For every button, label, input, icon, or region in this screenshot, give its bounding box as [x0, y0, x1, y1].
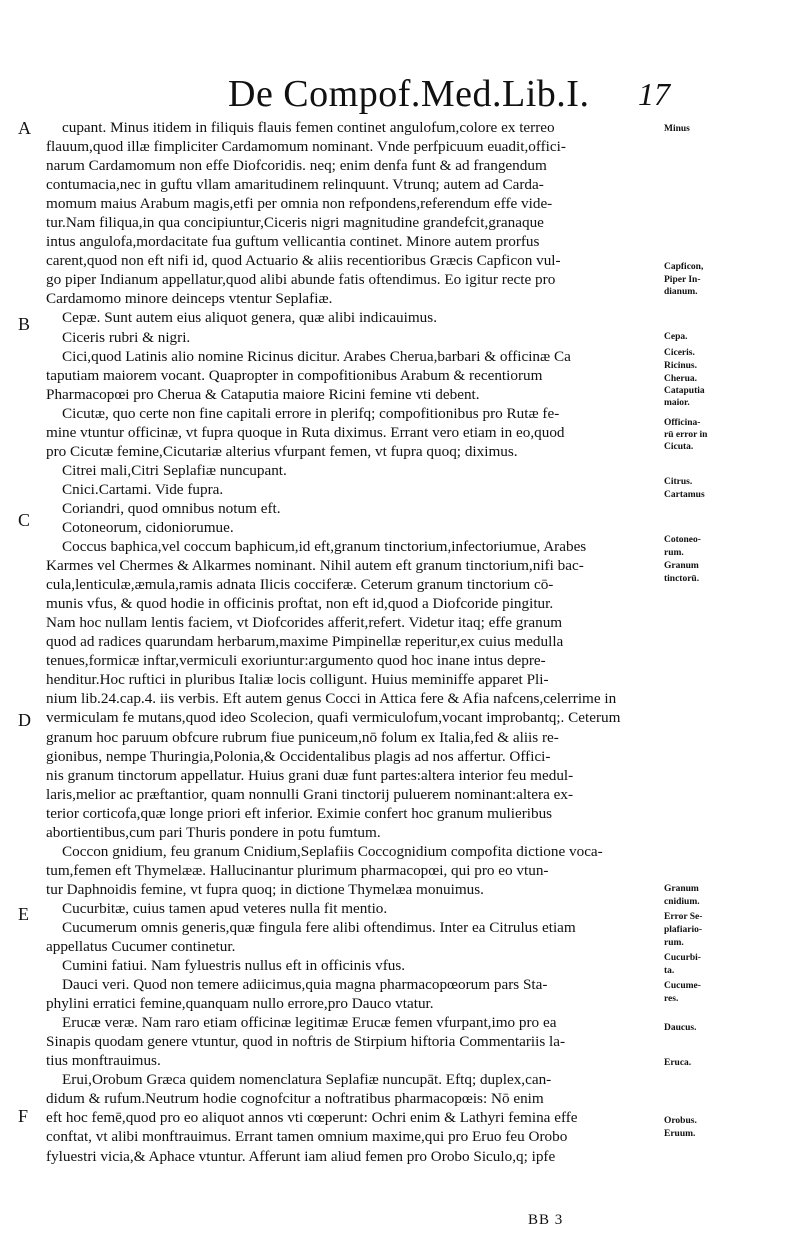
text-line: Citrei mali,Citri Seplafiæ nuncupant.	[62, 461, 287, 479]
margin-note: Capficon,	[664, 262, 704, 272]
text-line: cupant. Minus itidem in filiquis flauis femen continet angulofum,colore ex terreo	[62, 119, 555, 136]
margin-note: Officina-	[664, 418, 701, 428]
margin-note: Ricinus.	[664, 361, 697, 371]
margin-note: ta.	[664, 966, 675, 976]
text-line: Cicutæ, quo certe non fine capitali errore in plerifq; compofitionibus pro Rutæ fe-	[62, 404, 560, 422]
text-line: taputiam maiorem vocant. Quapropter in compofitionibus Arabum & recentiorum	[46, 366, 543, 384]
text-line: Cucurbitæ, cuius tamen apud veteres nulla fit mentio.	[62, 899, 388, 917]
text-line: tius monftrauimus.	[46, 1052, 161, 1070]
text-line: Cnici.Cartami. Vide fupra.	[62, 480, 224, 498]
text-line: Ciceris rubri & nigri.	[62, 328, 191, 346]
text-line: narum Cardamomum non effe Diofcoridis. neq; enim denfa funt & ad frangendum	[46, 157, 547, 175]
text-line: phylini erratici femine,quanquam nullo errore,pro Dauco vtatur.	[46, 995, 434, 1013]
text-line: Cardamomo minore deinceps vtentur Seplafiæ.	[46, 290, 333, 308]
margin-note: maior.	[664, 398, 690, 408]
text-line: flauum,quod illæ fimpliciter Cardamomum nominant. Vnde perfpicuum euadit,offici-	[46, 138, 566, 156]
text-line: Pharmacopœi pro Cherua & Cataputia maiore Ricini femine vti debent.	[46, 385, 480, 403]
text-line: didum & rufum.Neutrum hodie cognofcitur a noftratibus pharmacopœis: Nō enim	[46, 1090, 544, 1108]
text-line: Nam hoc nullam lentis faciem, vt Diofcorides afferit,refert. Videtur itaq; effe granum	[46, 614, 563, 632]
text-line: quod ad radices quarundam herbarum,maxime Pimpinellæ reperitur,ex cuius medulla	[46, 633, 564, 651]
margin-note: Error Se-	[664, 912, 703, 922]
text-line: gionibus, nempe Thuringia,Polonia,& Occidentalibus plagis ad nos affertur. Offici-	[46, 747, 551, 765]
margin-note: rū error in	[664, 430, 708, 440]
text-line: henditur.Hoc ruftici in pluribus Italiæ locis colligunt. Huius meminiffe apparet Pli-	[46, 671, 549, 689]
text-line: eft hoc femē,quod pro eo aliquot annos vti cœperunt: Ochri enim & Lathyri femina effe	[46, 1109, 578, 1127]
text-line: laris,melior ac præftantior, quam nonnulli Grani tinctorij puluerem nominant:altera ex-	[46, 785, 574, 803]
margin-note: Orobus.	[664, 1116, 697, 1126]
text-line: tum,femen eft Thymelææ. Hallucinantur plurimum pharmacopœi, qui pro eo vtun-	[46, 861, 549, 879]
signature-mark: BB 3	[528, 1212, 564, 1228]
text-line: momum maius Arabum magis,etfi per omnia non refpondens,referendum effe vide-	[46, 195, 553, 213]
text-line: Coccon gnidium, feu granum Cnidium,Seplafiis Coccognidium compofita dictione voca-	[62, 842, 603, 860]
text-line: tenues,formicæ inftar,vermiculi exoriuntur:argumento quod hoc inane intus depre-	[46, 652, 546, 670]
margin-note: Cucume-	[664, 981, 701, 991]
margin-note: tinctorū.	[664, 574, 700, 584]
margin-note: Cicuta.	[664, 442, 694, 452]
margin-note: Piper In-	[664, 275, 701, 285]
text-line: Sinapis quodam genere vtuntur, quod in noftris de Stirpium hiftoria Commentariis la-	[46, 1033, 566, 1051]
text-line: Cucumerum omnis generis,quæ fingula fere alibi oftendimus. Inter ea Citrulus etiam	[62, 918, 576, 936]
text-line: intus angulofa,mordacitate fua guftum vellicantia continet. Minore autem prorfus	[46, 233, 540, 251]
margin-note: rum.	[664, 548, 684, 558]
margin-note: Minus	[664, 124, 690, 134]
margin-note: Ciceris.	[664, 348, 695, 358]
text-line: Cici,quod Latinis alio nomine Ricinus dicitur. Arabes Cherua,barbari & officinæ Ca	[62, 347, 571, 365]
margin-note: Granum	[664, 884, 699, 894]
text-line: Erucæ veræ. Nam raro etiam officinæ legitimæ Erucæ femen vfurpant,imo pro ea	[62, 1014, 557, 1032]
margin-note: Daucus.	[664, 1023, 697, 1033]
text-line: Coccus baphica,vel coccum baphicum,id eft,granum tinctorium,infectoriumue, Arabes	[62, 538, 587, 556]
margin-note: Cotoneo-	[664, 535, 701, 545]
margin-note: rum.	[664, 938, 684, 948]
text-line: granum hoc paruum obfcure rubrum fiue puniceum,nō folum ex Italia,fed & aliis re-	[46, 728, 559, 746]
text-line: vermiculam fe mutans,quod ideo Scolecion, quafi vermiculofum,vocant improbantq;. Ceterum	[46, 709, 621, 727]
margin-note: Eruum.	[664, 1129, 696, 1139]
margin-note: Cepa.	[664, 332, 688, 342]
text-line: nis granum tinctorum appellatur. Huius grani duæ funt partes:altera interior feu medul-	[46, 766, 574, 784]
text-line: terior corticofa,quæ longe priori eft inferior. Eximie confert hoc granum mulieribus	[46, 804, 553, 822]
text-line: cula,lenticulæ,æmula,ramis adnata Ilicis cocciferæ. Ceterum granum tinctorium cō-	[46, 576, 554, 594]
margin-note: dianum.	[664, 287, 698, 297]
margin-note: Eruca.	[664, 1058, 692, 1068]
margin-note: Cucurbi-	[664, 953, 701, 963]
text-line: Cotoneorum, cidoniorumue.	[62, 518, 234, 536]
margin-note: cnidium.	[664, 897, 700, 907]
margin-letter-d: D	[18, 710, 31, 730]
text-line: Erui,Orobum Græca quidem nomenclatura Seplafiæ nuncupāt. Eftq; duplex,can-	[62, 1071, 552, 1089]
margin-note: res.	[664, 994, 679, 1004]
margin-note: Cherua.	[664, 374, 697, 384]
margin-letter-f: F	[18, 1106, 29, 1126]
text-line: nium lib.24.cap.4. iis verbis. Eft autem genus Cocci in Attica fere & Afia nafcens,celerrime in	[46, 690, 617, 708]
text-line: mine vtuntur officinæ, vt fupra quoque in Ruta diximus. Errant vero etiam in eo,quod	[46, 423, 565, 441]
page-header	[0, 72, 800, 122]
margin-note: plafiario-	[664, 925, 702, 935]
text-line: Coriandri, quod omnibus notum eft.	[62, 499, 281, 517]
text-line: tur.Nam filiqua,in qua concipiuntur,Ciceris nigri magnitudine grandefcit,granaque	[46, 214, 544, 232]
margin-note: Granum	[664, 561, 699, 571]
text-line: pro Cicutæ femine,Cicutariæ alterius vfurpant femen, vt fupra quoq; diximus.	[46, 442, 518, 460]
margin-note: Citrus.	[664, 477, 693, 487]
text-line: conftat, vt alibi monftrauimus. Errant tamen omnium maxime,qui pro Eruo feu Orobo	[46, 1128, 568, 1146]
text-line: carent,quod non eft nifi id, quod Actuario & aliis recentioribus Græcis Capficon vul-	[46, 252, 561, 270]
body-text	[46, 118, 668, 1166]
page-number: 17	[638, 76, 670, 112]
text-line: go piper Indianum appellatur,quod alibi abunde fatis oftendimus. Eo igitur recte pro	[46, 271, 556, 289]
text-line: munis vfus, & quod hodie in officinis proftat, non eft id,quod a Diofcoride pingitur.	[46, 595, 554, 613]
margin-letter-c: C	[18, 510, 31, 530]
text-line: fyluestri vicia,& Aphace vtuntur. Afferunt iam aliud femen pro Orobo Siculo,q; ipfe	[46, 1147, 556, 1165]
text-line: abortientibus,cum pari Thuris pondere in potu fumtum.	[46, 823, 381, 841]
running-title: De Compof.Med.Lib.I.	[228, 73, 590, 115]
margin-letter-e: E	[18, 904, 29, 924]
text-line: Cumini fatiui. Nam fyluestris nullus eft in officinis vfus.	[62, 957, 406, 975]
margin-note: Cartamus	[664, 490, 705, 500]
text-line: contumacia,nec in guftu vllam amaritudinem relinquunt. Vtrunq; autem ad Carda-	[46, 176, 544, 194]
text-line: Dauci veri. Quod non temere adiicimus,quia magna pharmacopœorum pars Sta-	[62, 976, 548, 994]
margin-letter-b: B	[18, 314, 31, 334]
margin-note: Cataputia	[664, 386, 705, 396]
text-line: appellatus Cucumer continetur.	[46, 938, 236, 956]
text-line: tur Daphnoidis femine, vt fupra quoq; in dictione Thymelæa monuimus.	[46, 880, 484, 898]
margin-letter-a: A	[18, 118, 31, 138]
text-line: Karmes vel Chermes & Alkarmes nominant. Nihil autem eft granum tinctorium,nifi bac-	[46, 557, 584, 575]
text-line: Cepæ. Sunt autem eius aliquot genera, quæ alibi indicauimus.	[62, 309, 437, 327]
